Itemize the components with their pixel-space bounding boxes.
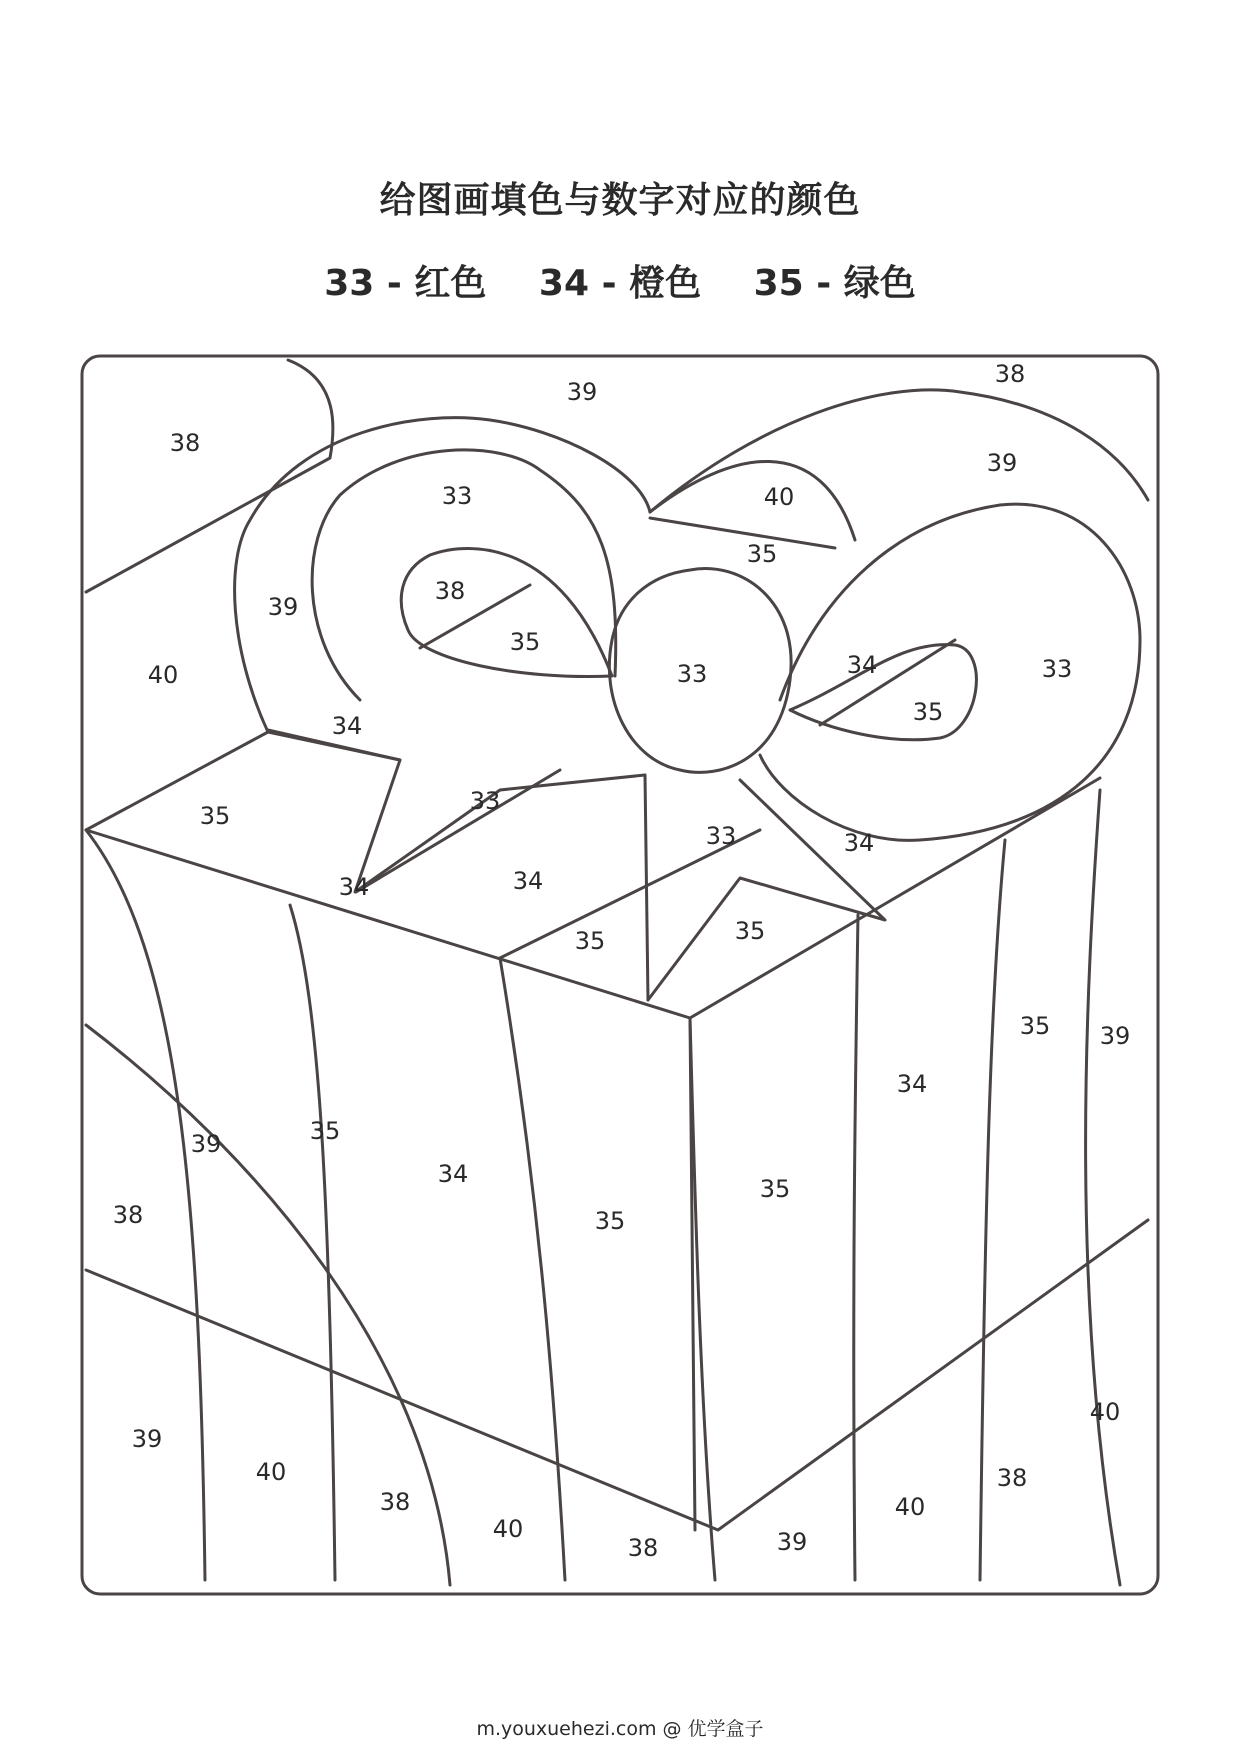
ribbon-tail-right: [648, 780, 885, 1000]
region-number: 35: [594, 1207, 626, 1235]
legend-number: 35: [753, 263, 804, 304]
legend-separator: -: [601, 263, 617, 304]
region-number: 34: [512, 867, 544, 895]
region-number: 35: [574, 927, 606, 955]
region-number: 40: [255, 1458, 287, 1486]
region-number: 40: [1089, 1398, 1121, 1426]
region-number: 34: [896, 1070, 928, 1098]
region-number: 38: [379, 1488, 411, 1516]
region-number: 34: [338, 873, 370, 901]
box-front-top-edge: [86, 830, 690, 1018]
region-number: 39: [986, 449, 1018, 477]
box-right-top-edge: [690, 778, 1100, 1018]
region-number: 35: [509, 628, 541, 656]
bow-right-loop-outer: [760, 504, 1140, 840]
legend-color-name: 红色: [414, 263, 487, 304]
region-number: 40: [894, 1493, 926, 1521]
worksheet-title: 给图画填色与数字对应的颜色: [379, 180, 861, 221]
stripe-2: [290, 905, 335, 1580]
region-number: 33: [1041, 655, 1073, 683]
legend-color-name: 绿色: [843, 263, 916, 304]
region-number: 35: [1019, 1012, 1051, 1040]
legend-number: 33: [324, 263, 375, 304]
region-number: 39: [1099, 1022, 1131, 1050]
region-number: 38: [996, 1464, 1028, 1492]
region-number: 35: [759, 1175, 791, 1203]
region-number: 33: [676, 660, 708, 688]
region-number: 34: [843, 829, 875, 857]
region-number: 39: [566, 378, 598, 406]
region-number: 38: [169, 429, 201, 457]
stripe-7: [1086, 790, 1120, 1585]
legend-separator: -: [816, 263, 832, 304]
legend-color-name: 橙色: [629, 263, 702, 304]
ribbon-tail-left: [268, 732, 645, 892]
region-number: 38: [434, 577, 466, 605]
region-number-labels: [113, 360, 1131, 1562]
region-number: 35: [746, 540, 778, 568]
region-number: 33: [469, 787, 501, 815]
region-number: 35: [912, 698, 944, 726]
outline-drawing: [82, 356, 1158, 1594]
legend-separator: -: [386, 263, 402, 304]
top-left-swirl: [86, 360, 333, 592]
region-number: 39: [131, 1425, 163, 1453]
region-number: 39: [190, 1130, 222, 1158]
region-number: 38: [112, 1201, 144, 1229]
region-number: 39: [267, 593, 299, 621]
region-number: 33: [441, 482, 473, 510]
ribbon-line: [650, 518, 835, 548]
bow-right-loop-hole: [790, 645, 976, 740]
region-number: 38: [627, 1534, 659, 1562]
region-number: 35: [199, 802, 231, 830]
region-number: 35: [309, 1117, 341, 1145]
box-bottom-edges: [86, 1220, 1148, 1530]
region-number: 40: [492, 1515, 524, 1543]
region-number: 39: [776, 1528, 808, 1556]
stripe-1: [86, 830, 205, 1580]
region-number: 34: [437, 1160, 469, 1188]
region-number: 34: [331, 712, 363, 740]
box-top-left-edge: [86, 732, 268, 830]
top-right-swirl-inner: [650, 461, 855, 540]
stripe-3: [500, 958, 565, 1580]
region-number: 40: [147, 661, 179, 689]
legend-number: 34: [538, 263, 590, 304]
region-number: 34: [846, 651, 878, 679]
region-number: 38: [994, 360, 1026, 388]
footer-source: m.youxuehezi.com @ 优学盒子: [476, 1718, 764, 1740]
bow-left-loop-hole: [401, 548, 612, 676]
region-number: 40: [763, 483, 795, 511]
stripe-5: [854, 915, 858, 1580]
top-right-swirl-outer: [650, 390, 1148, 512]
region-number: 33: [705, 822, 737, 850]
region-number: 35: [734, 917, 766, 945]
bow-left-loop-outer: [235, 418, 650, 732]
